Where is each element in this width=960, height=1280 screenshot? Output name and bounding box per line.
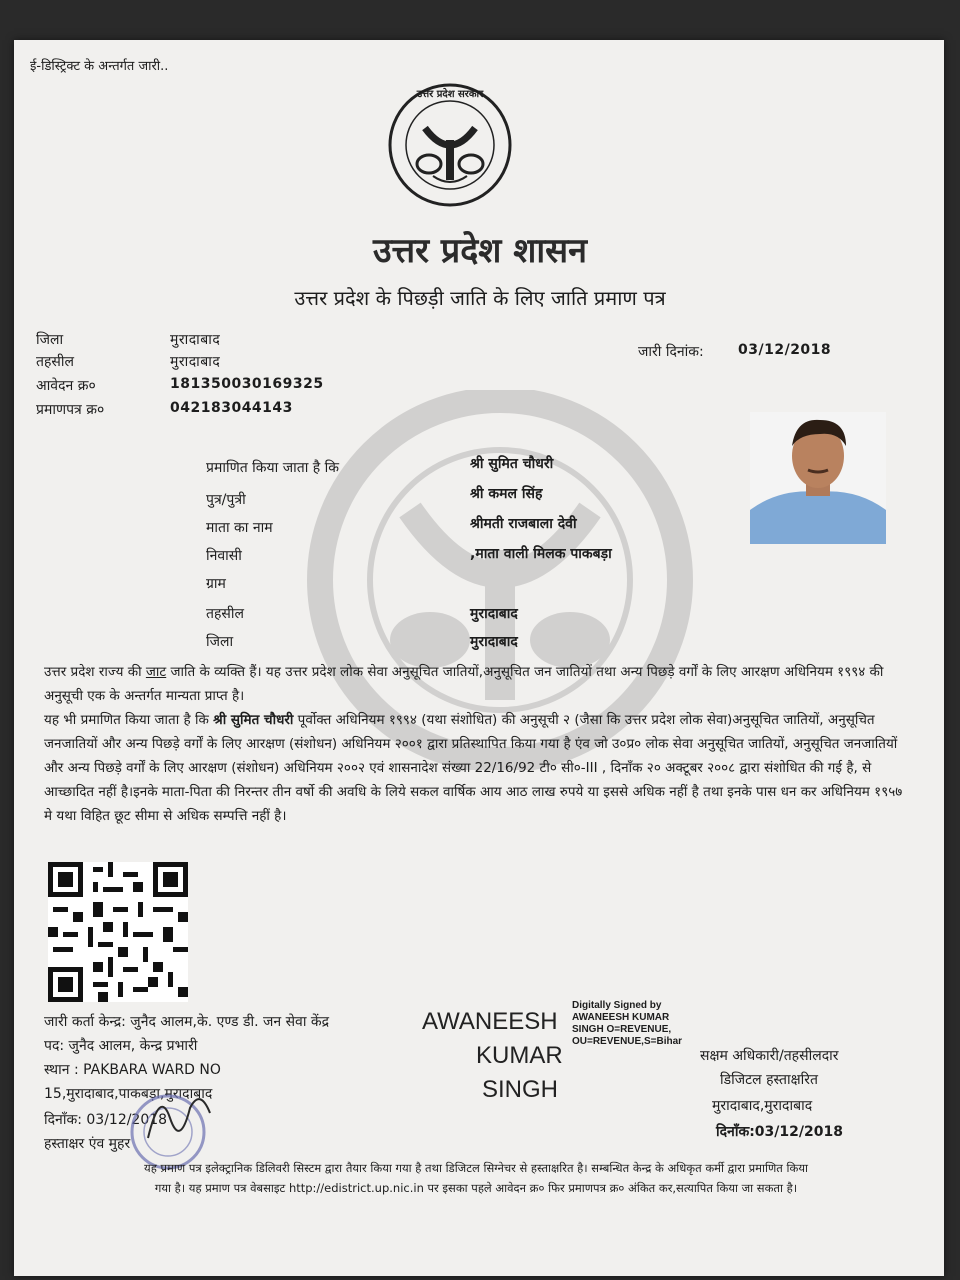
signature-name-line: KUMAR [476, 1042, 563, 1069]
field-label: ग्राम [206, 576, 226, 592]
field-value: मुरादाबाद [470, 606, 518, 622]
signature-meta-line: Digitally Signed by [572, 1000, 662, 1011]
header-note: ई-डिस्ट्रिक्ट के अन्तर्गत जारी.. [30, 59, 169, 74]
disclaimer-line: यह प्रमाण पत्र इलेक्ट्रानिक डिलिवरी सिस्टम द्वारा तैयार किया गया है तथा डिजिटल सिग्नेचर से हस्ताक्षरित है। सम्बन्धित केन्द्र के अधिकृत कर्मी द्वारा प्रमाणित किया [144, 1161, 808, 1175]
application-no-value: 18135003016932​5 [170, 376, 324, 392]
caste-name: जाट [145, 664, 167, 680]
issuer-date: दिनाँक: 03/12/2018 [44, 1112, 168, 1128]
digital-signature-meta [572, 1000, 682, 1048]
disclaimer-line: गया है। यह प्रमाण पत्र वेबसाइट http://edistrict.up.nic.in पर इसका पहले आवेदन क्र० फिर प्रमाणपत्र क्र० अंकित कर,सत्यापित किया जा सकता है। [154, 1181, 798, 1195]
field-label: पुत्र/पुत्री [206, 492, 246, 508]
authority-date: दिनाँक:03/12/2018 [716, 1124, 843, 1140]
field-value: ,माता वाली मिलक पाकबड़ा [470, 546, 612, 562]
issuer-place-line1: स्थान : PAKBARA WARD NO [44, 1062, 221, 1078]
paragraph-text: पूर्वोक्त अधिनियम १९९४ (यथा संशोधित) की अनुसूची २ (जैसा कि उत्तर प्रदेश लोक सेवा)अनुसूचित जातियों, अनुसूचित जनजातियों और अन्य पिछड़े वर्गों के लिए आरक्षण (संशोधन) अधिनियम २००१ द्वारा प्रतिस्थापित किया गया है एंव जो उ०प्र० लोक सेवा अनुसूचित जातियों, अनुसूचित जनजातियों और अन्य पिछड़े वर्गों के लिए आरक्षण (संशोधन) अधिनियम २००२ एवं शासनादेश संख्या 22/16/92 टी० सी०-III , दिनाँक २० अक्टूबर २००८ द्वारा संशोधित की गई है, से आच्छादित नहीं है।इनके माता-पिता की निरन्तर तीन वर्षो की अवधि के लिये सकल वार्षिक आय आठ लाख रुपये या इससे अधिक नहीं है तथा इनके पास धन कर अधिनियम १९५७ मे यथा विहित छूट सीमा से अधिक सम्पत्ति नहीं है। [44, 712, 903, 824]
field-value: श्री सुमित चौधरी [470, 456, 554, 472]
signature-meta-line: OU=REVENUE,S=Bihar [572, 1036, 683, 1047]
applicant-name: श्री सुमित चौधरी [213, 712, 294, 728]
signature-meta-line: SINGH O=REVENUE, [572, 1024, 672, 1035]
signature-name-line: AWANEESH [422, 1008, 558, 1035]
issuer-center: जारी कर्ता केन्द्र: जुनैद आलम,के. एण्ड डी. जन सेवा केंद्र [44, 1014, 330, 1030]
field-value: श्रीमती राजबाला देवी [470, 516, 577, 532]
field-value: मुरादाबाद [470, 634, 518, 650]
field-label: तहसील [206, 606, 244, 622]
certificate-subtitle: उत्तर प्रदेश के पिछड़ी जाति के लिए जाति प्रमाण पत्र [294, 286, 666, 310]
signature-meta-line: AWANEESH KUMAR [572, 1012, 670, 1023]
field-value: श्री कमल सिंह [470, 486, 543, 502]
issuer-place-line2: 15,मुरादाबाद,पाकबड़ा,मुरादाबाद [44, 1086, 213, 1102]
issue-date-label: जारी दिनांक: [638, 344, 704, 360]
tehsil-value: मुरादाबाद [170, 354, 221, 370]
field-label: माता का नाम [206, 520, 273, 536]
certificate-no-value: 042183044143 [170, 400, 293, 416]
district-value: मुरादाबाद [170, 332, 221, 348]
authority-digital-signed: डिजिटल हस्ताक्षरित [720, 1072, 818, 1088]
field-label: निवासी [206, 548, 242, 564]
field-label: जिला [206, 634, 234, 650]
application-no-label: आवेदन क्र० [36, 378, 96, 394]
applicant-photo [750, 412, 886, 544]
paragraph-text: यह भी प्रमाणित किया जाता है कि [44, 712, 214, 728]
handwritten-signature-icon [140, 1078, 220, 1148]
certificate-no-label: प्रमाणपत्र क्र० [36, 402, 105, 418]
issuer-sign-seal: हस्ताक्षर एंव मुहर [44, 1136, 131, 1152]
field-label: प्रमाणित किया जाता है कि [206, 460, 340, 476]
authority-location: मुरादाबाद,मुरादाबाद [712, 1098, 813, 1114]
issue-date-value: 03/12/2018 [738, 342, 832, 358]
caste-paragraph [44, 660, 914, 708]
digital-signature-name [422, 1005, 563, 1107]
tehsil-label: तहसील [36, 354, 74, 370]
emblem-text: उत्तर प्रदेश सरकार [416, 89, 484, 100]
qr-code [48, 862, 188, 1002]
paragraph-text: उत्तर प्रदेश राज्य की [44, 664, 146, 680]
certificate-title: उत्तर प्रदेश शासन [372, 231, 587, 271]
certification-paragraph [44, 708, 914, 828]
disclaimer [36, 1158, 916, 1198]
authority-title: सक्षम अधिकारी/तहसीलदार [700, 1048, 839, 1064]
issuer-post: पद: जुनैद आलम, केन्द्र प्रभारी [44, 1038, 198, 1054]
paragraph-text: जाति के व्यक्ति हैं। यह उत्तर प्रदेश लोक सेवा अनुसूचित जातियों,अनुसूचित जन जातियों तथा अन्य पिछड़े वर्गों के लिए आरक्षण अधिनियम १९९४ की अनुसूची एक के अन्तर्गत मान्यता प्राप्त है। [44, 664, 884, 704]
signature-name-line: SINGH [482, 1076, 559, 1103]
district-label: जिला [36, 332, 64, 348]
